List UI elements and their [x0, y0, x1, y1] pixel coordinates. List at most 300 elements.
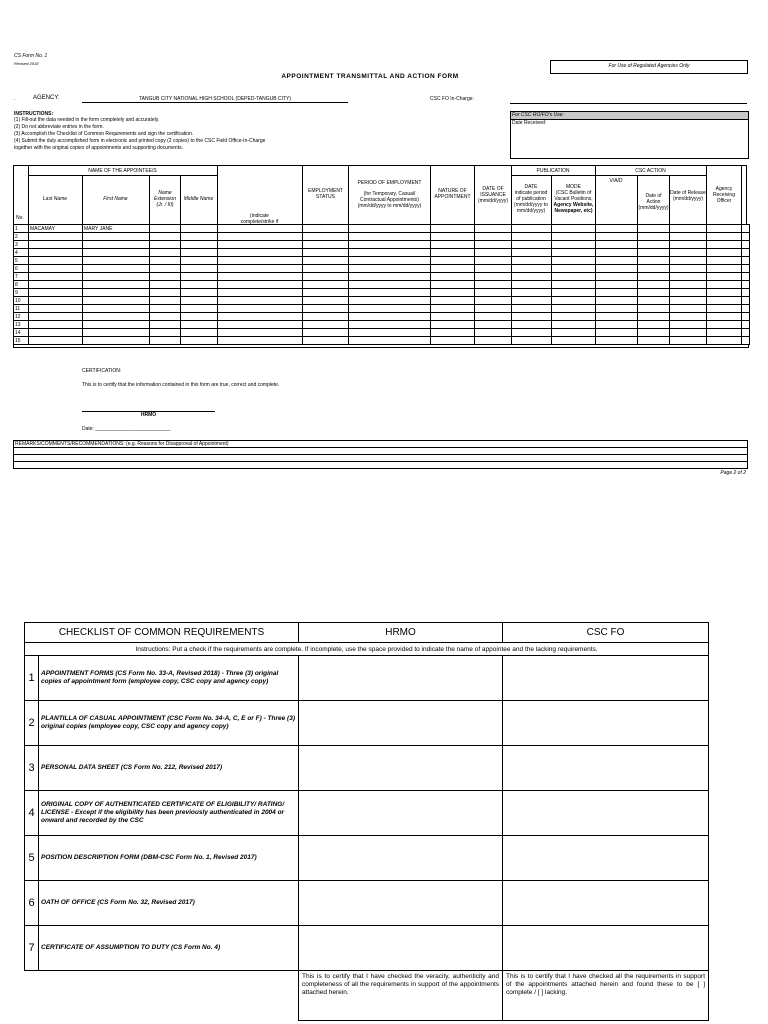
table-cell[interactable]: [218, 289, 303, 297]
table-cell[interactable]: [742, 257, 750, 265]
table-cell[interactable]: [181, 297, 218, 305]
table-cell[interactable]: [638, 257, 670, 265]
table-cell[interactable]: [512, 289, 552, 297]
table-cell[interactable]: [150, 225, 181, 233]
row-number: 1: [14, 225, 29, 233]
csc-check-cell[interactable]: [503, 926, 709, 971]
table-cell[interactable]: [303, 257, 349, 265]
table-cell[interactable]: [707, 273, 742, 281]
table-cell[interactable]: [150, 305, 181, 313]
table-cell[interactable]: [475, 289, 512, 297]
table-cell[interactable]: [638, 225, 670, 233]
table-cell[interactable]: [349, 329, 431, 337]
first-name-cell[interactable]: [83, 281, 150, 289]
instruction-3: (3) Accomplish the Checklist of Common Requirements and sign the certification.: [14, 131, 194, 137]
table-cell[interactable]: [707, 249, 742, 257]
table-cell[interactable]: [150, 297, 181, 305]
row-number: 12: [14, 313, 29, 321]
item-number: 5: [25, 836, 39, 881]
table-cell[interactable]: [742, 313, 750, 321]
hrmo-check-cell[interactable]: [299, 701, 503, 746]
table-cell[interactable]: [349, 313, 431, 321]
table-cell[interactable]: [707, 321, 742, 329]
table-cell[interactable]: [150, 321, 181, 329]
table-cell[interactable]: [670, 321, 707, 329]
table-cell[interactable]: [638, 297, 670, 305]
table-cell[interactable]: [218, 225, 303, 233]
table-cell[interactable]: [742, 329, 750, 337]
first-name-cell[interactable]: [83, 297, 150, 305]
table-cell[interactable]: [670, 241, 707, 249]
table-cell[interactable]: [670, 337, 707, 345]
csc-ro-box: [510, 111, 749, 159]
table-row: [14, 233, 750, 241]
last-name-cell[interactable]: [29, 241, 83, 249]
agency-label: AGENCY:: [33, 95, 60, 101]
table-cell[interactable]: [742, 265, 750, 273]
table-cell[interactable]: [349, 249, 431, 257]
table-cell[interactable]: [475, 305, 512, 313]
row-number: 9: [14, 289, 29, 297]
table-cell[interactable]: [707, 257, 742, 265]
table-cell[interactable]: [552, 337, 596, 345]
table-cell[interactable]: [181, 241, 218, 249]
table-cell[interactable]: [596, 265, 638, 273]
table-row: [14, 297, 750, 305]
table-cell[interactable]: [431, 305, 475, 313]
table-cell[interactable]: [475, 329, 512, 337]
table-cell[interactable]: [596, 257, 638, 265]
table-cell[interactable]: [596, 225, 638, 233]
table-cell[interactable]: [181, 257, 218, 265]
table-cell[interactable]: [349, 337, 431, 345]
first-name-cell[interactable]: [83, 321, 150, 329]
table-cell[interactable]: [552, 281, 596, 289]
table-cell[interactable]: [552, 297, 596, 305]
table-cell[interactable]: [349, 257, 431, 265]
table-cell[interactable]: [596, 329, 638, 337]
first-name-cell[interactable]: [83, 313, 150, 321]
table-cell[interactable]: [475, 265, 512, 273]
table-cell[interactable]: [638, 329, 670, 337]
last-name-cell[interactable]: [29, 257, 83, 265]
table-cell[interactable]: [512, 329, 552, 337]
table-cell[interactable]: [218, 329, 303, 337]
table-cell[interactable]: [707, 297, 742, 305]
checklist-instructions: Instructions: Put a check if the requirements are complete. If incomplete, use the space provided to indicate the name of appointee and the lacking requirements.: [25, 643, 709, 656]
agency-field[interactable]: TANGUB CITY NATIONAL HIGH SCHOOL (DEPED-TANGUB CITY): [82, 96, 348, 103]
table-cell[interactable]: [742, 273, 750, 281]
first-name-cell[interactable]: [83, 273, 150, 281]
table-cell[interactable]: [552, 233, 596, 241]
table-cell[interactable]: [181, 313, 218, 321]
table-cell[interactable]: [512, 249, 552, 257]
table-row: [14, 329, 750, 337]
table-cell[interactable]: [303, 321, 349, 329]
table-cell[interactable]: [218, 313, 303, 321]
table-cell[interactable]: [512, 225, 552, 233]
table-cell[interactable]: [670, 305, 707, 313]
table-cell[interactable]: [181, 273, 218, 281]
table-cell[interactable]: [742, 281, 750, 289]
table-cell[interactable]: [638, 281, 670, 289]
csc-check-cell[interactable]: [503, 656, 709, 701]
table-cell[interactable]: [475, 233, 512, 241]
table-row: [14, 249, 750, 257]
table-cell[interactable]: [512, 297, 552, 305]
table-cell[interactable]: [475, 281, 512, 289]
csc-check-cell[interactable]: [503, 701, 709, 746]
last-name-cell[interactable]: [29, 233, 83, 241]
table-cell[interactable]: [431, 337, 475, 345]
table-cell[interactable]: [596, 273, 638, 281]
table-cell[interactable]: [475, 225, 512, 233]
table-cell[interactable]: [638, 313, 670, 321]
table-cell[interactable]: [303, 241, 349, 249]
table-cell[interactable]: [742, 321, 750, 329]
first-name-cell[interactable]: [83, 233, 150, 241]
table-cell[interactable]: [303, 329, 349, 337]
csc-check-cell[interactable]: [503, 746, 709, 791]
table-cell[interactable]: [670, 289, 707, 297]
table-cell[interactable]: [707, 281, 742, 289]
table-cell[interactable]: [218, 273, 303, 281]
table-cell[interactable]: [742, 337, 750, 345]
last-name-cell[interactable]: [29, 313, 83, 321]
table-cell[interactable]: [475, 321, 512, 329]
table-cell[interactable]: [303, 225, 349, 233]
table-row: [14, 265, 750, 273]
table-cell[interactable]: [150, 337, 181, 345]
table-cell[interactable]: [431, 329, 475, 337]
table-cell[interactable]: [303, 297, 349, 305]
first-name-cell[interactable]: [83, 329, 150, 337]
table-cell[interactable]: [512, 281, 552, 289]
table-cell[interactable]: [475, 313, 512, 321]
table-cell[interactable]: [512, 241, 552, 249]
table-cell[interactable]: [638, 337, 670, 345]
table-cell[interactable]: [475, 273, 512, 281]
table-cell[interactable]: [218, 249, 303, 257]
first-name-cell[interactable]: [83, 241, 150, 249]
first-name-cell[interactable]: [83, 337, 150, 345]
item-number: 7: [25, 926, 39, 971]
table-cell[interactable]: [552, 273, 596, 281]
checklist-hrmo-col: HRMO: [299, 623, 503, 643]
form-number: CS Form No. 1: [14, 53, 48, 59]
table-cell[interactable]: [181, 233, 218, 241]
table-cell[interactable]: [431, 289, 475, 297]
table-cell[interactable]: [218, 297, 303, 305]
table-cell[interactable]: [181, 337, 218, 345]
table-cell[interactable]: [552, 321, 596, 329]
table-cell[interactable]: [552, 305, 596, 313]
table-cell[interactable]: [349, 305, 431, 313]
table-cell[interactable]: [707, 305, 742, 313]
table-cell[interactable]: [670, 329, 707, 337]
table-cell[interactable]: [742, 233, 750, 241]
item-number: 2: [25, 701, 39, 746]
table-cell[interactable]: [349, 321, 431, 329]
table-cell[interactable]: [218, 281, 303, 289]
last-name-cell[interactable]: [29, 265, 83, 273]
instruction-2: (2) Do not abbreviate entries in the form.: [14, 124, 104, 130]
table-cell[interactable]: [303, 337, 349, 345]
hrmo-label: HRMO: [140, 412, 157, 418]
csc-fo-field[interactable]: [510, 103, 747, 104]
table-cell[interactable]: [742, 225, 750, 233]
table-cell[interactable]: [150, 289, 181, 297]
form-title: APPOINTMENT TRANSMITTAL AND ACTION FORM: [281, 73, 459, 80]
hrmo-check-cell[interactable]: [299, 836, 503, 881]
first-name-cell[interactable]: MARY JANE: [83, 225, 150, 233]
table-row: [14, 289, 750, 297]
hrmo-check-cell[interactable]: [299, 791, 503, 836]
table-cell[interactable]: [552, 241, 596, 249]
table-cell[interactable]: [349, 281, 431, 289]
agency-receiving-header: Agency Receiving Officer: [713, 186, 735, 204]
table-cell[interactable]: [596, 241, 638, 249]
table-cell[interactable]: [431, 281, 475, 289]
table-cell[interactable]: [431, 233, 475, 241]
table-cell[interactable]: [303, 249, 349, 257]
table-cell[interactable]: [707, 289, 742, 297]
table-cell[interactable]: [475, 257, 512, 265]
table-cell[interactable]: [475, 337, 512, 345]
middle-name-header: Middle Name: [183, 196, 214, 202]
table-cell[interactable]: [596, 321, 638, 329]
row-number: 15: [14, 337, 29, 345]
hrmo-check-cell[interactable]: [299, 656, 503, 701]
table-cell[interactable]: [512, 265, 552, 273]
table-cell[interactable]: [431, 313, 475, 321]
table-cell[interactable]: [512, 321, 552, 329]
table-cell[interactable]: [742, 249, 750, 257]
table-cell[interactable]: [552, 289, 596, 297]
table-cell[interactable]: [218, 241, 303, 249]
table-cell[interactable]: [475, 249, 512, 257]
table-cell[interactable]: [552, 265, 596, 273]
table-cell[interactable]: [181, 305, 218, 313]
table-cell[interactable]: [181, 289, 218, 297]
table-cell[interactable]: [181, 321, 218, 329]
table-cell[interactable]: [670, 313, 707, 321]
last-name-cell[interactable]: [29, 297, 83, 305]
table-cell[interactable]: [349, 225, 431, 233]
table-cell[interactable]: [670, 257, 707, 265]
table-cell[interactable]: [218, 265, 303, 273]
table-cell[interactable]: [670, 233, 707, 241]
table-cell[interactable]: [349, 233, 431, 241]
table-cell[interactable]: [742, 289, 750, 297]
table-cell[interactable]: [431, 241, 475, 249]
remarks-label: REMARKS/COMMENTS/RECOMMENDATIONS: (e.g. Reasons for Disapproval of Appointment): [14, 441, 747, 448]
table-cell[interactable]: [596, 249, 638, 257]
table-cell[interactable]: [150, 233, 181, 241]
table-cell[interactable]: [475, 297, 512, 305]
hrmo-check-cell[interactable]: [299, 881, 503, 926]
table-cell[interactable]: [181, 281, 218, 289]
table-cell[interactable]: [181, 249, 218, 257]
table-cell[interactable]: [150, 273, 181, 281]
table-cell[interactable]: [707, 265, 742, 273]
table-cell[interactable]: [218, 305, 303, 313]
table-cell[interactable]: [670, 281, 707, 289]
table-cell[interactable]: [742, 297, 750, 305]
table-cell[interactable]: [150, 249, 181, 257]
checklist-title: CHECKLIST OF COMMON REQUIREMENTS: [25, 623, 299, 643]
table-header: NAME OF THE APPOINTEE/S Last Name First Name Name Extension (Jr. / III) Middle Name (indicate complete/strike if EMPLOYMENT STATUS PERIOD OF EMPLOYMENT (for Temporary, Casual/ Contractual Appointments) (mm/dd/yyyy to mm/dd/yyyy) NATURE OF APPOINTMENT DATE OF ISSUANCE (mm/dd/yyyy) PUBLICATION DATE indicate period of publication (mm/dd/yyyy to mm/dd/yyyy) MODE (CSC Bulletin of Vacant Positions, Agency Website, Newspaper, etc) CSC ACTION V/A/D Date of Action (mm/dd/yyyy) Date of Release (mm/dd/yyyy) Agency Receiving Officer No.: [13, 165, 747, 224]
table-cell[interactable]: [638, 249, 670, 257]
table-cell[interactable]: [670, 249, 707, 257]
csc-check-cell[interactable]: [503, 836, 709, 881]
hrmo-check-cell[interactable]: [299, 926, 503, 971]
table-cell[interactable]: [150, 241, 181, 249]
csc-check-cell[interactable]: [503, 881, 709, 926]
table-cell[interactable]: [431, 297, 475, 305]
last-name-cell[interactable]: MACAMAY: [29, 225, 83, 233]
table-cell[interactable]: [596, 233, 638, 241]
table-cell[interactable]: [475, 241, 512, 249]
table-cell[interactable]: [303, 289, 349, 297]
table-cell[interactable]: [349, 273, 431, 281]
table-cell[interactable]: [596, 281, 638, 289]
last-name-cell[interactable]: [29, 281, 83, 289]
table-cell[interactable]: [670, 265, 707, 273]
table-cell[interactable]: [552, 249, 596, 257]
table-row: [14, 225, 750, 233]
table-cell[interactable]: [638, 265, 670, 273]
table-cell[interactable]: [150, 265, 181, 273]
table-cell[interactable]: [431, 273, 475, 281]
table-cell[interactable]: [596, 305, 638, 313]
table-cell[interactable]: [181, 329, 218, 337]
table-cell[interactable]: [218, 321, 303, 329]
table-row: [14, 257, 750, 265]
table-cell[interactable]: [512, 313, 552, 321]
row-number: 6: [14, 265, 29, 273]
table-cell[interactable]: [218, 257, 303, 265]
table-cell[interactable]: [431, 257, 475, 265]
row-number: 10: [14, 297, 29, 305]
date-issuance-header: DATE OF ISSUANCE (mm/dd/yyyy): [478, 186, 508, 204]
table-cell[interactable]: [512, 273, 552, 281]
table-cell[interactable]: [707, 313, 742, 321]
hrmo-check-cell[interactable]: [299, 746, 503, 791]
employment-status-header: EMPLOYMENT STATUS: [307, 188, 343, 200]
table-cell[interactable]: [150, 329, 181, 337]
table-cell[interactable]: [218, 233, 303, 241]
table-cell[interactable]: [707, 337, 742, 345]
table-cell[interactable]: [670, 297, 707, 305]
instructions-heading: INSTRUCTIONS:: [14, 111, 54, 117]
last-name-cell[interactable]: [29, 273, 83, 281]
table-cell[interactable]: [181, 225, 218, 233]
date-release-header: Date of Release (mm/dd/yyyy): [670, 190, 706, 202]
first-name-cell[interactable]: [83, 305, 150, 313]
table-cell[interactable]: [303, 281, 349, 289]
table-cell[interactable]: [638, 305, 670, 313]
row-number: 8: [14, 281, 29, 289]
last-name-cell[interactable]: [29, 329, 83, 337]
table-cell[interactable]: [596, 313, 638, 321]
table-cell[interactable]: [303, 265, 349, 273]
last-name-cell[interactable]: [29, 289, 83, 297]
table-cell[interactable]: [638, 233, 670, 241]
table-cell[interactable]: [707, 225, 742, 233]
table-cell[interactable]: [707, 233, 742, 241]
table-cell[interactable]: [596, 337, 638, 345]
table-cell[interactable]: [349, 289, 431, 297]
table-cell[interactable]: [552, 329, 596, 337]
last-name-cell[interactable]: [29, 249, 83, 257]
csc-check-cell[interactable]: [503, 791, 709, 836]
table-cell[interactable]: [596, 289, 638, 297]
table-cell[interactable]: [552, 225, 596, 233]
table-cell[interactable]: [431, 249, 475, 257]
last-name-cell[interactable]: [29, 337, 83, 345]
table-cell[interactable]: [303, 233, 349, 241]
table-cell[interactable]: [349, 265, 431, 273]
table-cell[interactable]: [431, 265, 475, 273]
table-cell[interactable]: [638, 289, 670, 297]
first-name-cell[interactable]: [83, 265, 150, 273]
table-row: [14, 273, 750, 281]
table-cell[interactable]: [181, 265, 218, 273]
table-cell[interactable]: [512, 233, 552, 241]
table-cell[interactable]: [670, 225, 707, 233]
table-cell[interactable]: [707, 241, 742, 249]
last-name-cell[interactable]: [29, 305, 83, 313]
table-cell[interactable]: [512, 257, 552, 265]
table-cell[interactable]: [431, 321, 475, 329]
last-name-cell[interactable]: [29, 321, 83, 329]
form-revised: Revised 2018: [14, 61, 39, 66]
table-cell[interactable]: [638, 241, 670, 249]
table-cell[interactable]: [150, 281, 181, 289]
first-name-cell[interactable]: [83, 257, 150, 265]
table-row: [14, 305, 750, 313]
table-cell[interactable]: [303, 273, 349, 281]
table-cell[interactable]: [707, 329, 742, 337]
period-header: PERIOD OF EMPLOYMENT: [357, 180, 422, 186]
table-cell[interactable]: [742, 305, 750, 313]
table-cell[interactable]: [638, 273, 670, 281]
table-cell[interactable]: [150, 257, 181, 265]
page-number: Page 2 of 2: [720, 470, 746, 476]
instruction-1: (1) Fill-out the data needed in the form completely and accurately.: [14, 117, 160, 123]
pub-date-header: DATE: [524, 184, 538, 190]
table-cell[interactable]: [638, 321, 670, 329]
table-cell[interactable]: [150, 313, 181, 321]
table-cell[interactable]: [512, 337, 552, 345]
first-name-cell[interactable]: [83, 289, 150, 297]
table-cell[interactable]: [742, 241, 750, 249]
table-cell[interactable]: [552, 313, 596, 321]
first-name-cell[interactable]: [83, 249, 150, 257]
table-cell[interactable]: [303, 305, 349, 313]
table-cell[interactable]: [596, 297, 638, 305]
table-cell[interactable]: [218, 337, 303, 345]
table-cell[interactable]: [512, 305, 552, 313]
table-cell[interactable]: [349, 297, 431, 305]
table-cell[interactable]: [431, 225, 475, 233]
remarks-box[interactable]: [13, 440, 748, 469]
table-cell[interactable]: [303, 313, 349, 321]
table-cell[interactable]: [349, 241, 431, 249]
table-cell[interactable]: [670, 273, 707, 281]
table-cell[interactable]: [552, 257, 596, 265]
